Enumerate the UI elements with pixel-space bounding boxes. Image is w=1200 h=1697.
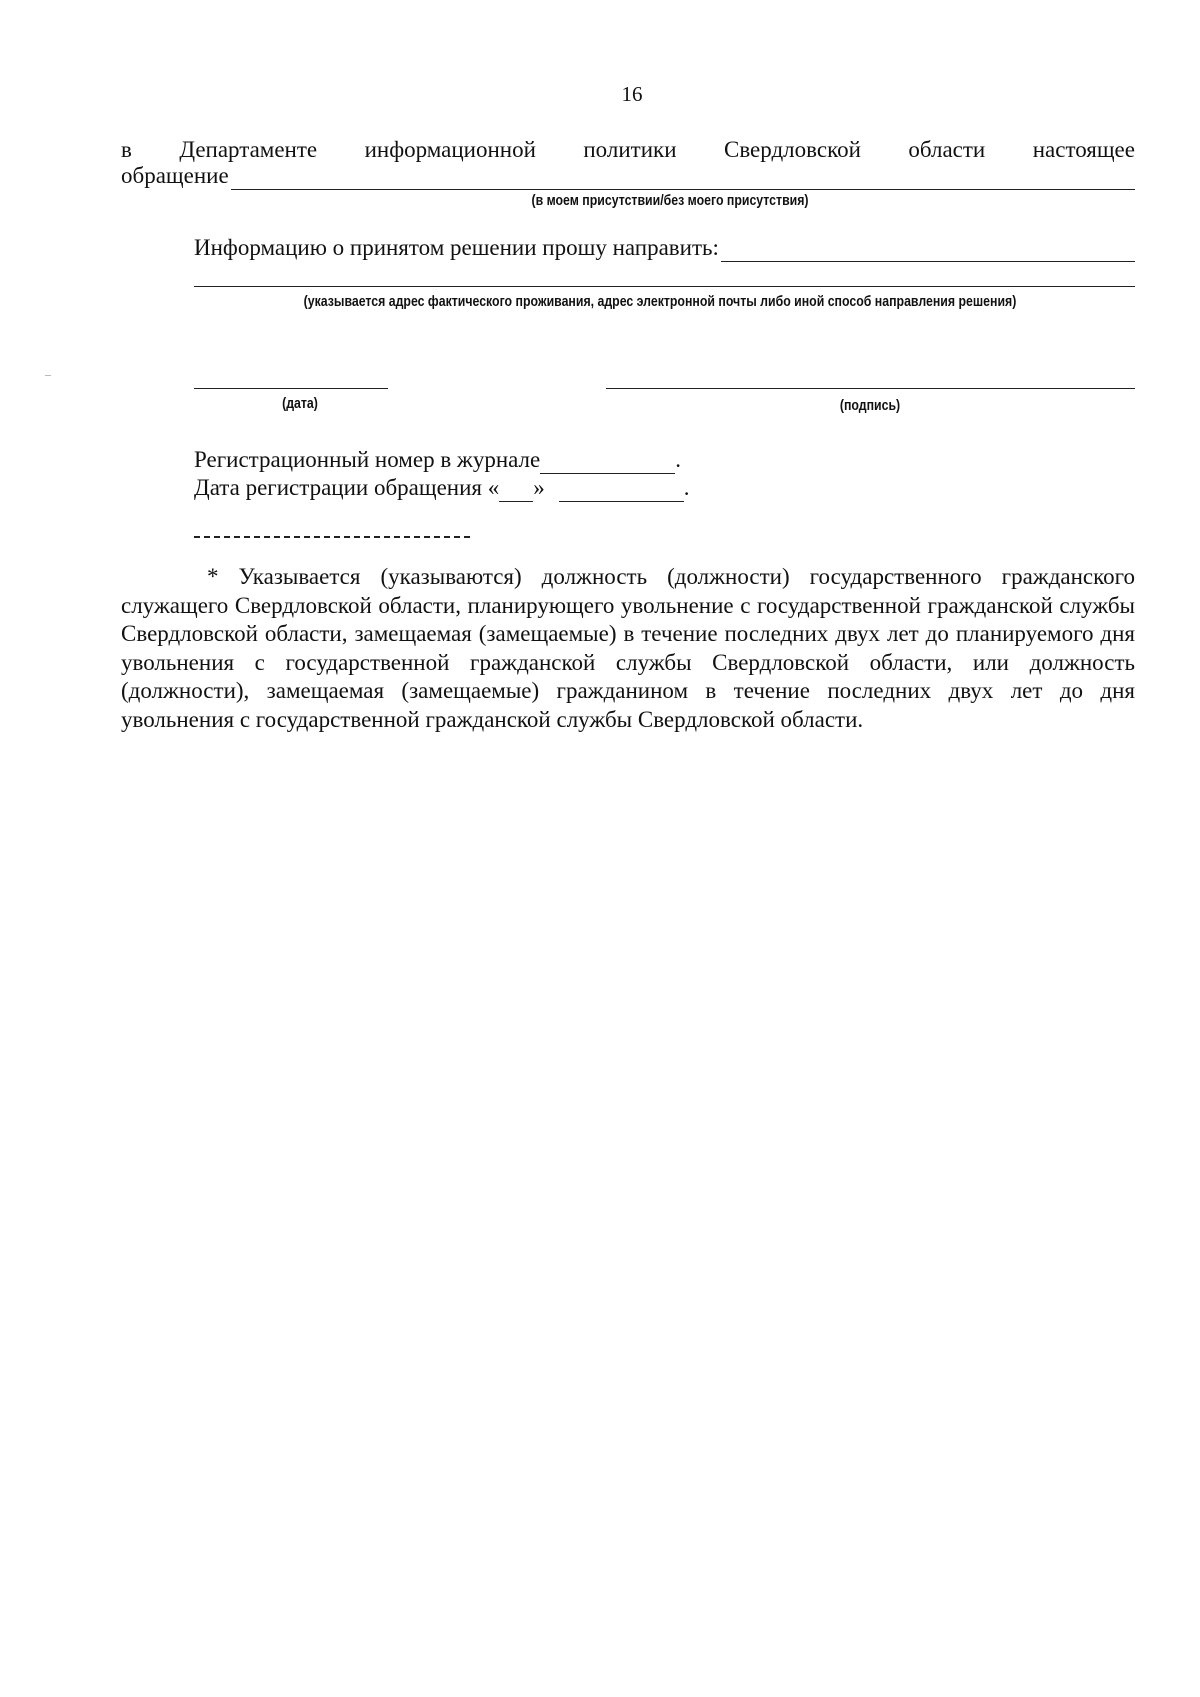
address-blank[interactable]	[194, 286, 1135, 287]
registration-number-blank[interactable]	[540, 453, 675, 474]
registration-month-year-blank[interactable]	[559, 481, 684, 502]
word: информационной	[364, 137, 536, 162]
appeal-line	[121, 162, 1135, 190]
presence-caption: (в моем присутствии/без моего присутствия)	[531, 193, 809, 209]
date-caption: (дата)	[282, 396, 318, 412]
margin-mark	[45, 375, 51, 376]
info-label: Информацию о принятом решении прошу направить:	[194, 235, 719, 260]
department-line	[121, 136, 1135, 164]
signature-caption: (подпись)	[839, 398, 901, 414]
word: политики	[583, 137, 677, 162]
address-caption: (указывается адрес фактического проживания, адрес электронной почты либо иной способ направления решения)	[303, 294, 1017, 310]
registration-date-line	[194, 474, 690, 502]
info-line	[194, 234, 1135, 262]
signature-blank[interactable]	[606, 388, 1135, 389]
word: в	[121, 137, 132, 162]
info-blank[interactable]	[721, 241, 1135, 262]
registration-date-mid: »	[533, 475, 545, 500]
word: Свердловской	[723, 137, 861, 162]
registration-date-label: Дата регистрации обращения «	[194, 475, 500, 500]
word: настоящее	[1032, 137, 1135, 162]
word: области	[908, 137, 986, 162]
registration-date-end: .	[683, 475, 690, 500]
footnote: * Указывается (указываются) должность (должности) государственного гражданского служащего Свердловской области, планирующего увольнение с государственной гражданской службы Свердловской области, замещаемая (замещаемые) в течение последних двух лет до планируемого дня увольнения с государственной гражданской службы Свердловской области, или должность (должности), замещаемая (замещаемые) гражданином в течение последних двух лет до дня увольнения с государственной гражданской службы Свердловской области.	[121, 564, 1135, 732]
registration-number-end: .	[675, 447, 681, 472]
registration-number-line	[194, 446, 681, 474]
registration-day-blank[interactable]	[499, 481, 533, 502]
page-number: 16	[621, 82, 643, 106]
registration-number-label: Регистрационный номер в журнале	[194, 447, 541, 472]
appeal-label: обращение	[121, 163, 229, 188]
footnote-separator	[194, 536, 470, 538]
presence-blank[interactable]	[231, 169, 1135, 190]
word: Департаменте	[179, 137, 318, 162]
date-blank[interactable]	[194, 388, 388, 389]
